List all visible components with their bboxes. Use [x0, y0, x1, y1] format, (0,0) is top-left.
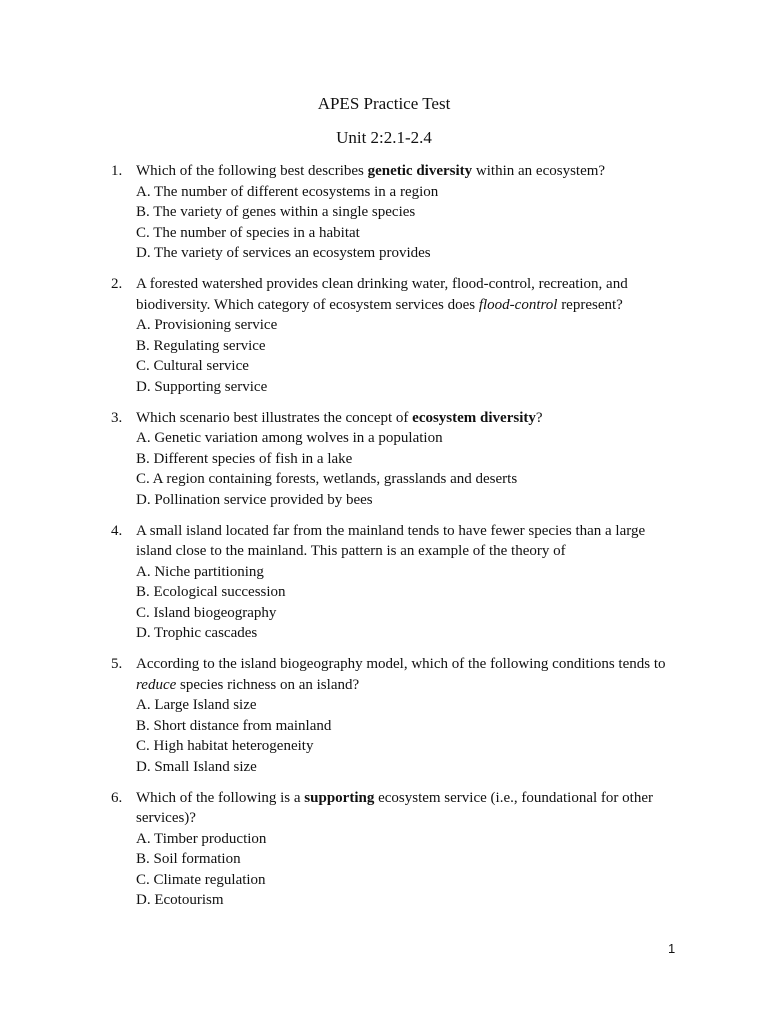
option-c: C. The number of species in a habitat [136, 224, 360, 241]
option-b: B. Regulating service [136, 337, 266, 354]
question-stem [136, 788, 676, 829]
question-body [136, 274, 676, 397]
stem-emphasis: ecosystem diversity [412, 409, 536, 426]
question-stem: A small island located far from the mainland tends to have fewer species than a large island close to the mainland. This pattern is an example of the theory of [136, 522, 646, 559]
option-b: B. Short distance from mainland [136, 717, 332, 734]
option-b: B. Soil formation [136, 851, 241, 867]
question-number: 2. [111, 276, 123, 292]
question-6 [0, 788, 768, 911]
option-b: B. Ecological succession [136, 584, 286, 600]
option-c: C. Island biogeography [136, 604, 277, 621]
question-stem [136, 274, 676, 315]
question-body [136, 408, 676, 511]
stem-emphasis: flood-control [478, 296, 558, 313]
stem-text: represent? [557, 296, 623, 313]
option-d: D. Ecotourism [136, 892, 224, 908]
option-a: A. Provisioning service [136, 317, 278, 333]
option-a: A. Large Island size [136, 697, 257, 713]
question-number: 4. [111, 522, 123, 539]
option-b: B. Different species of fish in a lake [136, 450, 353, 467]
question-number: 3. [111, 409, 123, 426]
option-d: D. Supporting service [136, 378, 268, 395]
question-body [136, 788, 676, 911]
stem-text: Which of the following best describes [136, 163, 368, 179]
option-c: C. A region containing forests, wetlands, grasslands and deserts [136, 471, 518, 487]
question-number: 6. [111, 789, 123, 806]
stem-text: ecosystem service (i.e., foundational for other services)? [136, 789, 653, 826]
stem-emphasis: genetic diversity [367, 163, 473, 179]
option-b: B. The variety of genes within a single species [136, 204, 416, 220]
question-stem [136, 408, 676, 429]
question-body [136, 521, 676, 644]
stem-emphasis: supporting [304, 789, 375, 806]
question-number: 5. [111, 656, 123, 672]
document-title: APES Practice Test [317, 94, 451, 113]
question-4 [0, 521, 768, 644]
option-c: C. High habitat heterogeneity [136, 738, 314, 754]
question-2 [0, 274, 768, 397]
document-subtitle: Unit 2:2.1-2.4 [336, 128, 432, 147]
question-5 [0, 654, 768, 777]
question-number: 1. [111, 163, 123, 179]
stem-text: A forested watershed provides clean drinking water, flood-control, recreation, and biodiversity. Which category of ecosystem services does [136, 276, 628, 313]
question-list [0, 161, 768, 921]
stem-text: According to the island biogeography model, which of the following conditions tends to [136, 656, 666, 672]
question-stem [136, 161, 676, 182]
stem-text: ? [535, 409, 543, 426]
option-a: A. Timber production [136, 830, 267, 847]
option-a: A. Niche partitioning [136, 563, 264, 580]
question-1 [0, 161, 768, 264]
question-3 [0, 408, 768, 511]
option-c: C. Cultural service [136, 358, 249, 374]
option-d: D. Small Island size [136, 758, 257, 775]
stem-text: Which of the following is a [136, 789, 305, 806]
question-stem [136, 654, 676, 695]
option-d: D. Pollination service provided by bees [136, 491, 373, 508]
option-d: D. Trophic cascades [136, 625, 258, 641]
question-body [136, 654, 676, 777]
stem-emphasis: reduce [136, 676, 177, 693]
option-d: D. The variety of services an ecosystem provides [136, 245, 431, 261]
stem-text: Which scenario best illustrates the concept of [136, 409, 413, 426]
option-c: C. Climate regulation [136, 871, 266, 888]
option-a: A. The number of different ecosystems in a region [136, 183, 439, 200]
option-a: A. Genetic variation among wolves in a population [136, 430, 443, 446]
question-body [136, 161, 676, 264]
stem-text: within an ecosystem? [472, 163, 606, 179]
page-number: 1 [668, 941, 676, 956]
stem-text: species richness on an island? [176, 676, 360, 693]
